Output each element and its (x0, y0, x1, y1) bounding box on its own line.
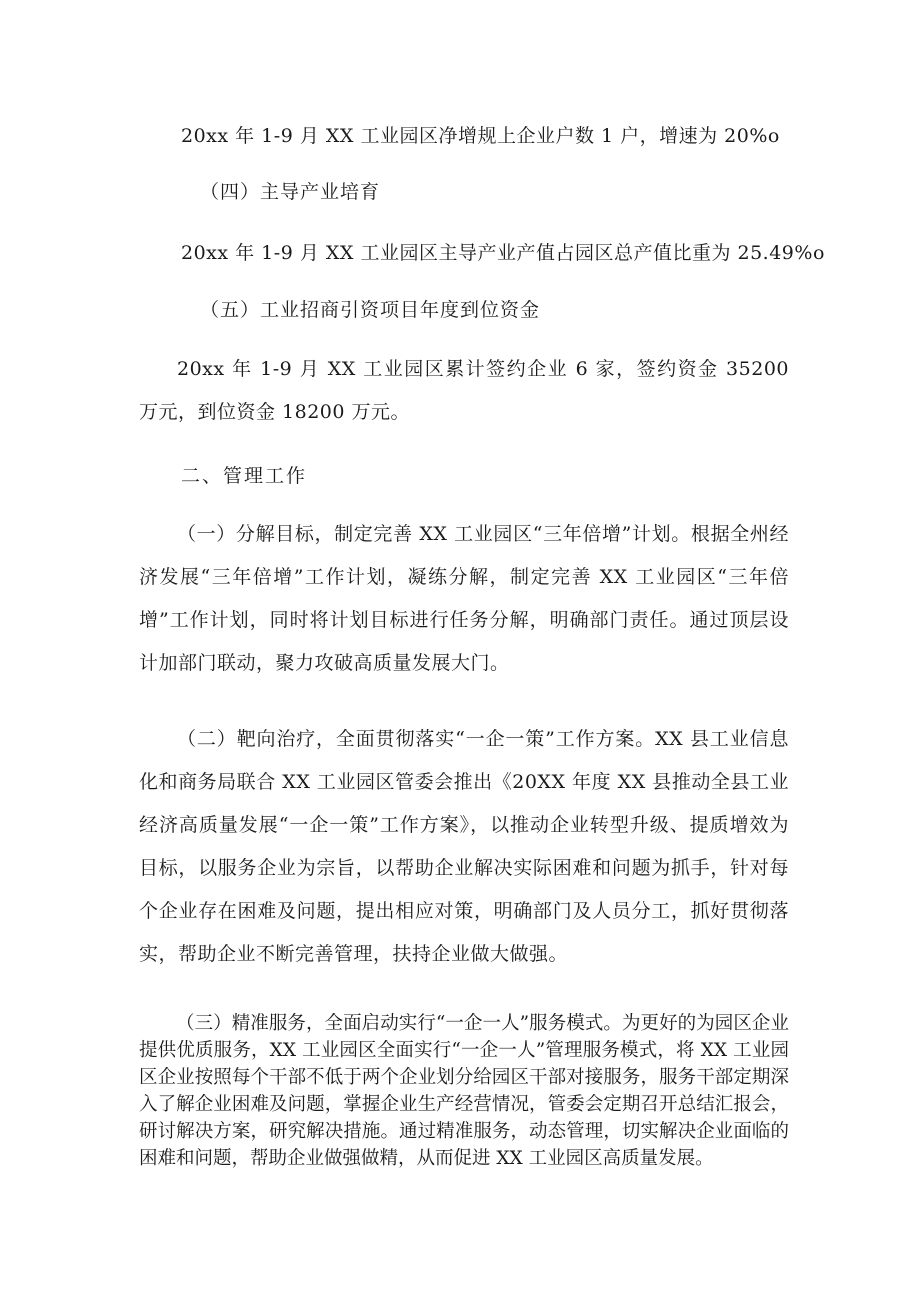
management-paragraph-3: （三）精准服务，全面启动实行“一企一人”服务模式。为更好的为园区企业提供优质服务，XX 工业园区全面实行“一企一人”管理服务模式，将 XX 工业园区企业按照每个干部不低于两个企业划分给园区干部对接服务，服务干部定期深入了解企业困难及问题，掌握企业生产经营情况，管委会定期召开总结汇报会，研讨解决方案，研究解决措施。通过精准服务，动态管理，切实解决企业面临的困难和问题，帮助企业做强做精，从而促进 XX 工业园区高质量发展。 (139, 1013, 789, 1169)
management-paragraph-1: （一）分解目标，制定完善 XX 工业园区“三年倍增”计划。根据全州经济发展“三年倍增”工作计划，凝练分解，制定完善 XX 工业园区“三年倍增”工作计划，同时将计划目标进行任务分解，明确部门责任。通过顶层设计加部门联动，聚力攻破高质量发展大门。 (139, 523, 789, 674)
section-management-title: 二、管理工作 (181, 465, 308, 487)
heading-leading-industry: （四）主导产业培育 (200, 181, 381, 203)
heading-investment: （五）工业招商引资项目年度到位资金 (200, 299, 541, 321)
management-paragraph-2: （二）靶向治疗，全面贯彻落实“一企一策”工作方案。XX 县工业信息化和商务局联合 XX 工业园区管委会推出《20XX 年度 XX 县推动全县工业经济高质量发展“一企一策”工作方案》，以推动企业转型升级、提质增效为目标，以服务企业为宗旨，以帮助企业解决实际困难和问题为抓手，针对每个企业存在困难及问题，提出相应对策，明确部门及人员分工，抓好贯彻落实，帮助企业不断完善管理，扶持企业做大做强。 (139, 728, 789, 965)
stat-investment-paragraph: 20xx 年 1-9 月 XX 工业园区累计签约企业 6 家，签约资金 35200 万元，到位资金 18200 万元。 (139, 358, 789, 423)
stat-leading-industry-line: 20xx 年 1-9 月 XX 工业园区主导产业产值占园区总产值比重为 25.49%o (181, 242, 825, 264)
stat-growth-line: 20xx 年 1-9 月 XX 工业园区净增规上企业户数 1 户，增速为 20%o (181, 125, 780, 147)
